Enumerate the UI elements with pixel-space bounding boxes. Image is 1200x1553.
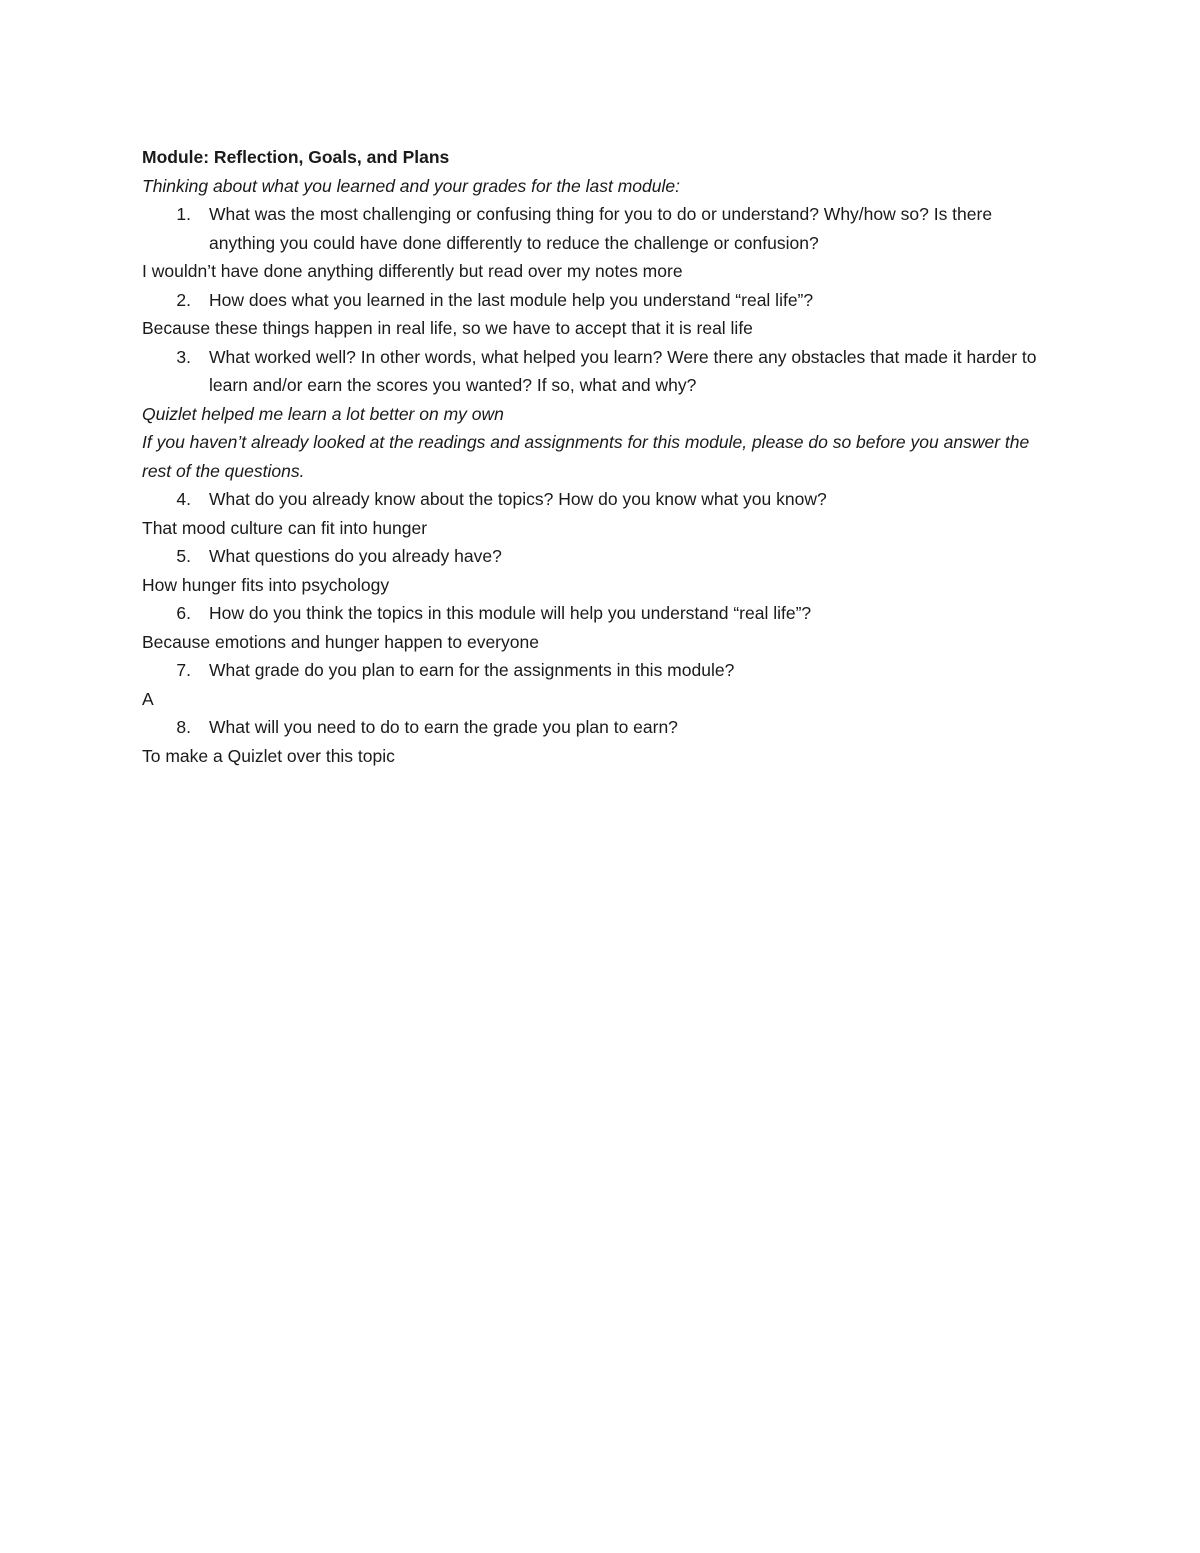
answer-6: Because emotions and hunger happen to everyone [142,631,539,652]
document-body [142,143,1062,770]
question-item-5 [142,542,1062,571]
question-text: What will you need to do to earn the grade you plan to earn? [209,717,678,737]
question-number: 8. [176,717,191,737]
question-text: What questions do you already have? [209,546,502,566]
question-number: 5. [176,546,191,566]
answer-2: Because these things happen in real life, so we have to accept that it is real life [142,318,753,338]
question-item-1 [142,200,1062,257]
answer-7: A [142,688,154,709]
question-item-4 [142,485,1062,514]
question-text: What grade do you plan to earn for the assignments in this module? [209,660,735,680]
mid-instruction: If you haven’t already looked at the readings and assignments for this module, please do so before you answer the rest of the questions. [142,432,1030,481]
question-number: 4. [176,489,191,509]
answer-4: That mood culture can fit into hunger [142,517,428,538]
question-text: How do you think the topics in this module will help you understand “real life”? [209,603,812,623]
question-number: 3. [176,346,191,367]
question-number: 7. [176,660,191,680]
question-item-2 [142,286,1062,315]
question-item-6 [142,599,1062,628]
question-number: 6. [176,603,191,623]
document-title: Module: Reflection, Goals, and Plans [142,147,450,167]
question-item-8 [142,713,1062,742]
question-text: What was the most challenging or confusing thing for you to do or understand? Why/how so? Is there anything you could have done differently to reduce the challenge or confusion? [209,204,993,253]
answer-1: I wouldn’t have done anything differently but read over my notes more [142,261,683,281]
question-text: What worked well? In other words, what helped you learn? Were there any obstacles that made it harder to learn and/or earn the scores you wanted? If so, what and why? [209,346,1037,395]
question-text: What do you already know about the topics? How do you know what you know? [209,489,827,509]
question-number: 1. [176,204,191,224]
intro-instruction: Thinking about what you learned and your grades for the last module: [142,175,680,196]
answer-5: How hunger fits into psychology [142,574,390,595]
question-number: 2. [176,289,191,310]
answer-8: To make a Quizlet over this topic [142,745,395,766]
question-item-3 [142,343,1062,400]
question-text: How does what you learned in the last module help you understand “real life”? [209,289,814,310]
answer-3: Quizlet helped me learn a lot better on my own [142,403,504,424]
question-item-7 [142,656,1062,685]
